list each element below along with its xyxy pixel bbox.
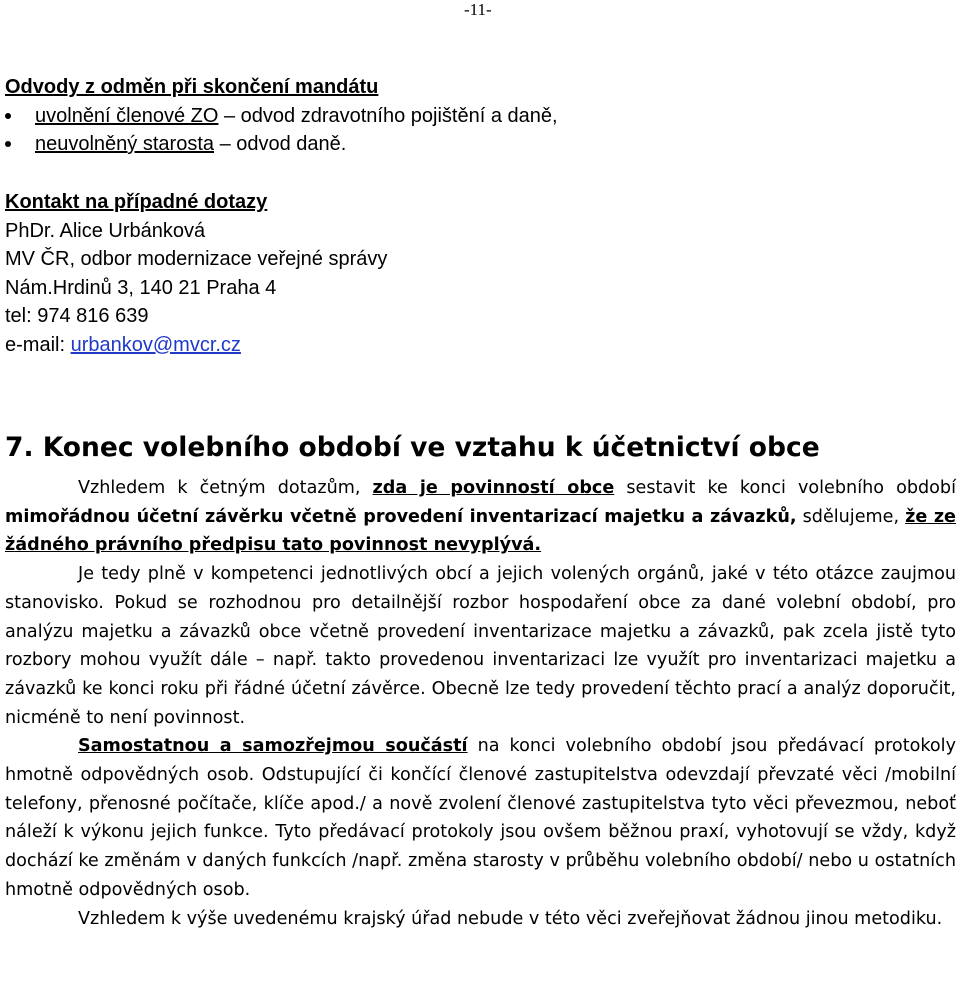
p3-emphasis: Samostatnou a samozřejmou součástí [78,736,468,757]
contact-department: MV ČR, odbor modernizace veřejné správy [5,248,388,271]
section-7-title: 7. Konec volebního období ve vztahu k účetnictví obce [5,432,820,463]
page-number: -11- [464,0,492,19]
list-item-subject: uvolnění členové ZO [35,104,219,127]
contact-name: PhDr. Alice Urbánková [5,219,206,242]
paragraph-1 [5,474,956,560]
list-item-text: – odvod daně. [214,133,347,156]
p1-text-1: Vzhledem k četným dotazům, [78,478,373,498]
payroll-list [5,102,935,159]
paragraph-3 [5,732,956,904]
p1-emphasis-answer: že ze žádného právního předpisu tato povinnost nevyplývá. [5,506,956,556]
section-7-body [5,474,956,933]
p1-emphasis-closing: mimořádnou účetní závěrku včetně provedení inventarizací majetku a závazků, [5,506,797,527]
list-item-text: – odvod zdravotního pojištění a daně, [218,104,558,127]
bullet-icon [5,113,11,119]
p1-text-2: sestavit ke konci volebního období [614,478,956,498]
contact-email-line [5,331,935,360]
p1-emphasis-question: zda je povinností obce [372,478,615,498]
list-item-subject: neuvolněný starosta [35,133,215,156]
contact-email-link[interactable]: urbankov@mvcr.cz [70,333,241,356]
contact-address: Nám.Hrdinů 3, 140 21 Praha 4 [5,276,277,299]
list-item [5,130,935,159]
payroll-section [5,73,935,159]
contact-heading: Kontakt na případné dotazy [5,191,268,213]
payroll-heading: Odvody z odměn při skončení mandátu [5,76,379,98]
contact-phone: tel: 974 816 639 [5,305,149,328]
paragraph-2: Je tedy plně v kompetenci jednotlivých obcí a jejich volených orgánů, jaké v této otázce zaujmou stanovisko. Pokud se rozhodnou pro detailnější rozbor hospodaření obce za dané volební období, pro analýzu majetku a závazků obce včetně provedení inventarizace majetku a závazků, pak zcela jistě tyto rozbory mohou využít dále – např. takto provedenou inventarizaci lze využít pro inventarizaci majetku a závazků ke konci roku při řádné účetní závěrce. Obecně lze tedy provedení těchto prací a analýz doporučit, nicméně to není povinnost. [5,564,956,728]
paragraph-4: Vzhledem k výše uvedenému krajský úřad nebude v této věci zveřejňovat žádnou jinou metodiku. [78,908,943,929]
contact-section [5,188,935,360]
bullet-icon [5,141,11,147]
contact-email-label: e-mail: [5,333,71,356]
list-item [5,102,935,131]
p1-text-3: sdělujeme, [796,506,906,527]
p3-text: na konci volebního období jsou předávací protokoly hmotně odpovědných osob. Odstupující či končící členové zastupitelstva odevzdají převzaté věci /mobilní telefony, přenosné počítače, klíče apod./ a nově zvolení členové zastupitelstva tyto věci převezmou, neboť náleží k výkonu jejich funkce. Tyto předávací protokoly jsou ovšem běžnou praxí, vyhotovují se vždy, když dochází ke změnám v daných funkcích /např. změna starosty v průběhu volebního období/ nebo u ostatních hmotně odpovědných osob. [5,736,956,900]
